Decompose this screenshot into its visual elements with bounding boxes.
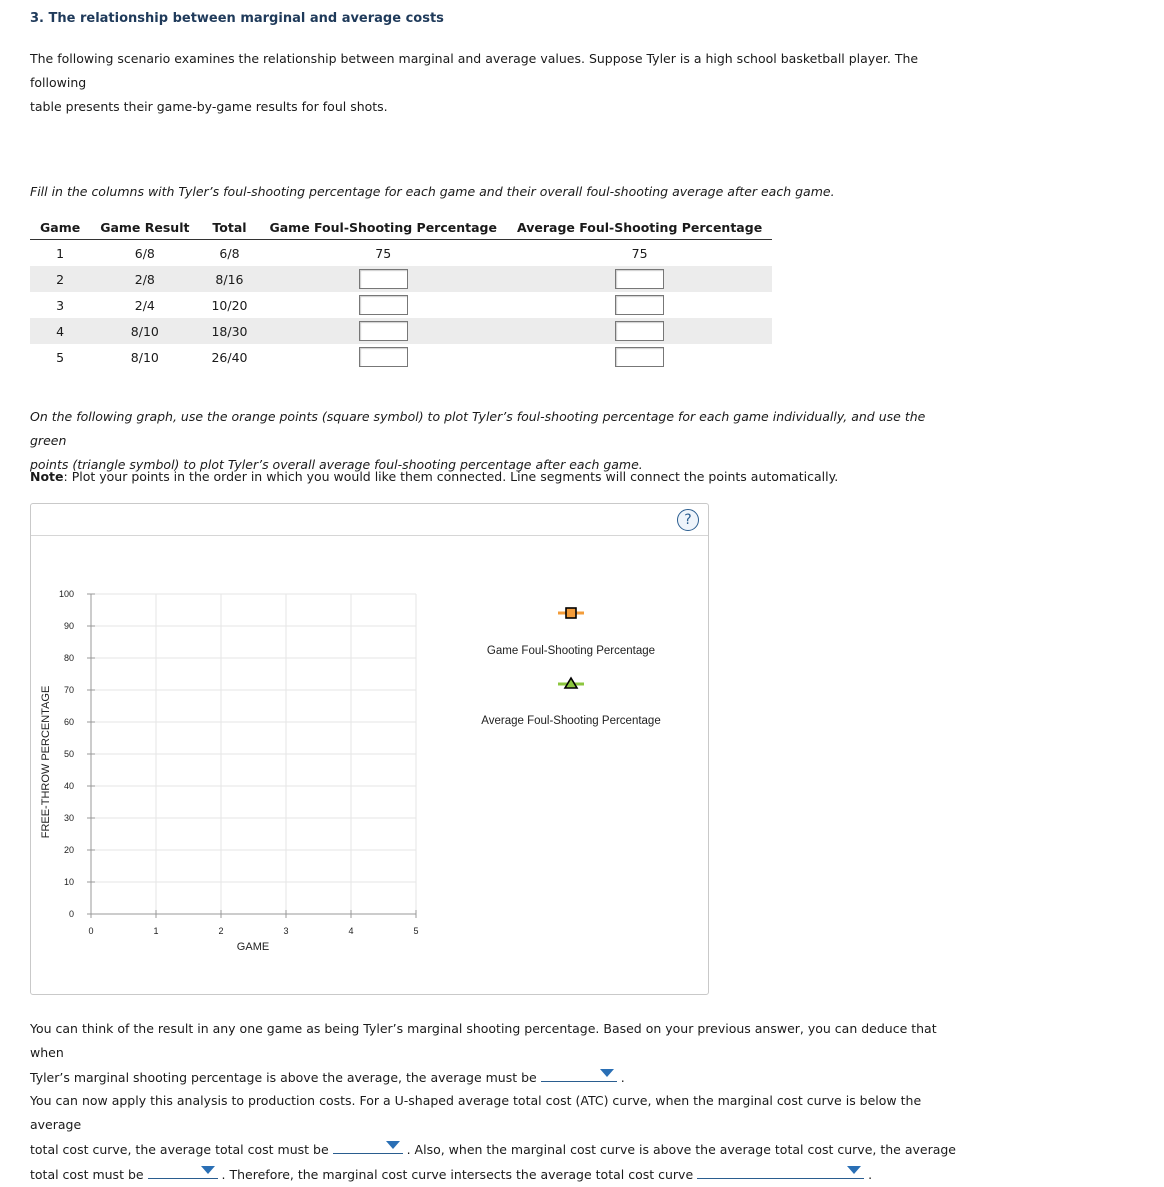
chevron-down-icon	[386, 1141, 400, 1149]
cell-game-pct: 75	[375, 245, 392, 261]
legend-avg-label: Average Foul-Shooting Percentage	[481, 715, 661, 727]
cell-result: 8/10	[90, 318, 199, 344]
cell-result: 6/8	[134, 245, 155, 261]
chevron-down-icon	[201, 1166, 215, 1174]
cell-avg-pct	[507, 344, 772, 370]
x-tick-label: 0	[88, 926, 94, 936]
table-row	[30, 318, 772, 344]
avg-pct-input-2[interactable]	[615, 269, 664, 289]
header-avg-pct: Average Foul-Shooting Percentage	[507, 216, 772, 240]
header-game: Game	[30, 216, 90, 240]
cell-total: 26/40	[211, 349, 248, 365]
y-tick-label: 40	[63, 781, 74, 791]
intro-line-1: The following scenario examines the relationship between marginal and average values. Suppose Tyler is a high school basketball player. The following	[30, 51, 919, 90]
q2-text-d: . Therefore, the marginal cost curve intersects the average total cost curve	[221, 1167, 694, 1182]
x-tick-label: 1	[153, 926, 159, 936]
cell-game: 4	[30, 318, 90, 344]
header-game-pct: Game Foul-Shooting Percentage	[259, 216, 507, 240]
y-tick-label: 20	[63, 845, 74, 855]
cell-result: 2/4	[134, 297, 155, 313]
cell-game-pct	[259, 318, 507, 344]
q2-line-1: You can now apply this analysis to production costs. For a U-shaped average total cost (ATC) curve, when the marginal cost curve is below the average	[30, 1093, 922, 1132]
y-tick-label: 80	[63, 653, 74, 663]
foul-shot-table	[30, 216, 772, 370]
y-tick-label: 70	[63, 685, 74, 695]
note	[30, 465, 960, 489]
question-production-costs	[30, 1089, 960, 1187]
game-pct-input-3[interactable]	[359, 295, 408, 315]
legend-avg-tool[interactable]	[558, 678, 584, 688]
cell-game-pct	[259, 266, 507, 292]
table-row	[30, 240, 772, 267]
y-tick-label: 30	[63, 813, 74, 823]
cell-avg-pct	[507, 292, 772, 318]
x-tick-label: 3	[283, 926, 289, 936]
legend-game-tool[interactable]	[558, 608, 584, 618]
y-tick-label: 90	[63, 621, 74, 631]
cell-result: 2/8	[90, 266, 199, 292]
table-row	[30, 266, 772, 292]
cell-avg-pct: 75	[631, 245, 648, 261]
chart-ticks	[59, 589, 419, 936]
cell-game-pct	[259, 292, 507, 318]
table-header-row	[30, 216, 772, 240]
cell-game: 2	[30, 266, 90, 292]
fill-instruction: Fill in the columns with Tyler’s foul-shooting percentage for each game and their overall foul-shooting average after each game.	[30, 184, 835, 199]
intro-text	[30, 47, 960, 119]
legend-game-label: Game Foul-Shooting Percentage	[486, 645, 656, 657]
graph-instruction-line-1: On the following graph, use the orange points (square symbol) to plot Tyler’s foul-shooting percentage for each game individually, and use the green	[30, 409, 926, 448]
cell-total: 10/20	[211, 297, 248, 313]
q2-text-c: total cost must be	[30, 1167, 144, 1182]
cell-game: 1	[56, 245, 65, 261]
q2-dropdown-intersect[interactable]	[697, 1162, 864, 1179]
avg-pct-input-5[interactable]	[615, 347, 664, 367]
cell-total: 6/8	[219, 245, 240, 261]
chart-grid	[91, 594, 416, 914]
x-tick-label: 2	[218, 926, 224, 936]
avg-pct-input-4[interactable]	[615, 321, 664, 341]
game-pct-input-4[interactable]	[359, 321, 408, 341]
cell-result: 8/10	[130, 349, 159, 365]
question-title: 3. The relationship between marginal and average costs	[30, 11, 444, 26]
game-pct-input-5[interactable]	[359, 347, 408, 367]
note-text: : Plot your points in the order in which you would like them connected. Line segments will connect the points automatically.	[63, 469, 839, 484]
q2-line-2	[30, 1137, 960, 1162]
cell-avg-pct	[507, 266, 772, 292]
cell-game: 5	[56, 349, 65, 365]
legend-game-square-icon	[566, 608, 576, 618]
y-axis-label: FREE-THROW PERCENTAGE	[40, 685, 52, 839]
table-row	[30, 292, 772, 318]
q2-line-3	[30, 1162, 960, 1187]
avg-pct-input-3[interactable]	[615, 295, 664, 315]
chart-svg[interactable]	[31, 536, 708, 992]
cell-total: 8/16	[199, 266, 259, 292]
help-icon[interactable]: ?	[677, 509, 699, 531]
chevron-down-icon	[847, 1166, 861, 1174]
y-tick-label: 50	[63, 749, 74, 759]
x-tick-label: 5	[413, 926, 419, 936]
q2-dropdown-above[interactable]	[148, 1162, 218, 1179]
x-tick-label: 4	[348, 926, 354, 936]
x-axis-label: GAME	[236, 941, 270, 953]
chevron-down-icon	[600, 1069, 614, 1077]
graph-instruction-line-2: points (triangle symbol) to plot Tyler’s overall average foul-shooting percentage after each game.	[30, 457, 643, 472]
graph-toolbar	[31, 504, 708, 536]
question-marginal-average	[30, 1017, 960, 1090]
y-tick-label: 60	[63, 717, 74, 727]
header-total: Total	[199, 216, 259, 240]
note-label: Note	[30, 469, 64, 484]
game-pct-input-2[interactable]	[359, 269, 408, 289]
q2-text-a: total cost curve, the average total cost must be	[30, 1142, 329, 1157]
q2-period: .	[868, 1167, 873, 1182]
q1-period: .	[620, 1070, 625, 1085]
graph-panel	[30, 503, 709, 995]
q2-text-b: . Also, when the marginal cost curve is above the average total cost curve, the average	[406, 1142, 956, 1157]
cell-total: 18/30	[199, 318, 259, 344]
cell-avg-pct	[507, 318, 772, 344]
y-tick-label: 10	[63, 877, 74, 887]
y-tick-label: 0	[68, 909, 74, 919]
q1-line-1: You can think of the result in any one game as being Tyler’s marginal shooting percentage. Based on your previous answer, you can deduce that when	[30, 1021, 937, 1060]
table-row	[30, 344, 772, 370]
header-game-result: Game Result	[90, 216, 199, 240]
q2-dropdown-below[interactable]	[333, 1137, 403, 1154]
cell-game: 3	[56, 297, 65, 313]
y-tick-label: 100	[58, 589, 74, 599]
q1-text: Tyler’s marginal shooting percentage is above the average, the average must be	[30, 1070, 537, 1085]
q1-line-2	[30, 1065, 960, 1090]
cell-game-pct	[259, 344, 507, 370]
q1-dropdown[interactable]	[541, 1065, 617, 1082]
intro-line-2: table presents their game-by-game results for foul shots.	[30, 99, 388, 114]
